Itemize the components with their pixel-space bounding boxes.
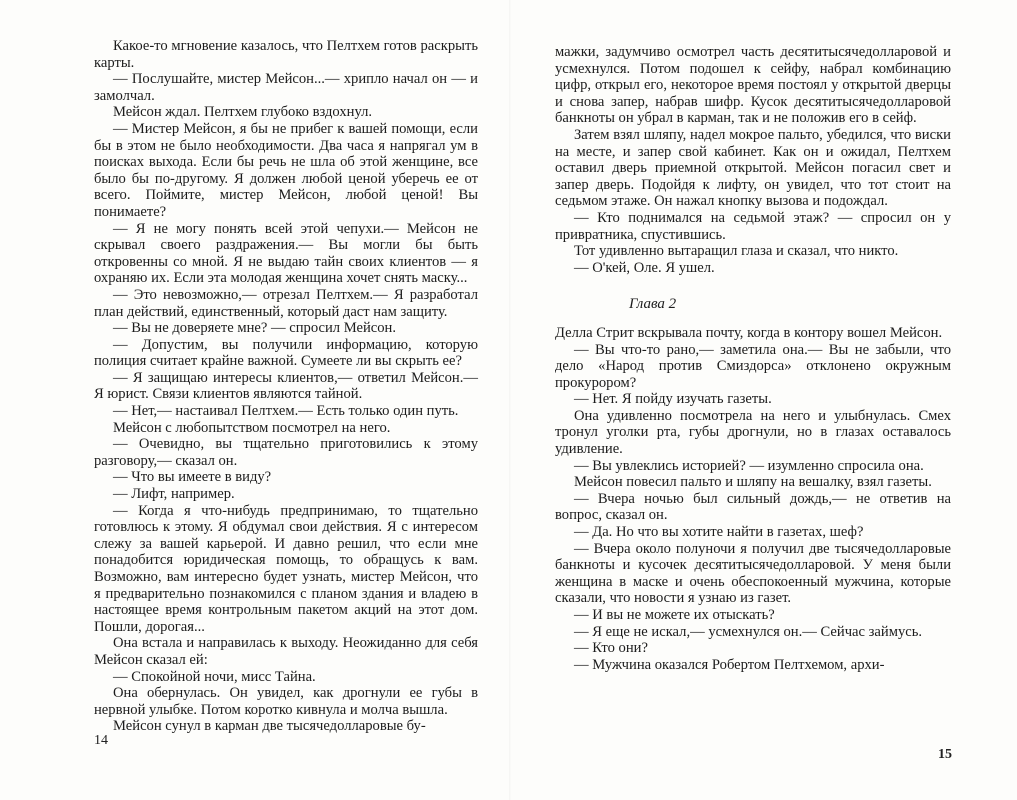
paragraph: — Вы не доверяете мне? — спросил Мейсон.	[113, 320, 397, 337]
paragraph: — Очевидно, вы тщательно приготовились к этому разговору,— сказал он.	[94, 436, 478, 469]
paragraph: — Я защищаю интересы клиентов,— ответил Мейсон.— Я юрист. Связи клиентов являются тайной.	[94, 369, 478, 403]
paragraph: — Вы что-то рано,— заметила она.— Вы не забыли, что дело «Народ против Смиздорса» отклонено окружным прокурором?	[555, 341, 951, 391]
left-page-text	[94, 38, 478, 735]
right-page-text	[555, 44, 951, 673]
paragraph: — Когда я что-нибудь предпринимаю, то тщательно готовлюсь к этому. Я обдумал свои действия. Я с интересом слежу за вашей карьерой. И давно решил, что если мне понадобится юридическая помощь, то обращусь к вам. Возможно, вам интересно будет узнать, мистер Мейсон, что я предварительно познакомился с планом здания и владею в настоящее время контрольным пакетом акций на этот дом. Пошли, дорогая...	[94, 502, 478, 635]
paragraph: — Нет,— настаивал Пелтхем.— Есть только один путь.	[113, 403, 459, 420]
paragraph: Мейсон сунул в карман две тысячедолларовые бу-	[113, 718, 426, 735]
paragraph: Мейсон ждал. Пелтхем глубоко вздохнул.	[113, 104, 373, 121]
paragraph: — Вчера около полуночи я получил две тысячедолларовые банкноты и кусочек десятитысячедолларовой. У меня были женщина в маске и очень обеспокоенный мужчина, которые сказали, что новости я узнаю из газет.	[555, 540, 951, 607]
paragraph: — Я не могу понять всей этой чепухи.— Мейсон не скрывал своего раздражения.— Вы могли бы быть откровенны со мной. Я не выдаю тайн своих клиентов — я охраняю их. Если эта молодая женщина хочет снять маску...	[94, 220, 478, 287]
paragraph: — Это невозможно,— отрезал Пелтхем.— Я разработал план действий, единственный, который даст нам защиту.	[94, 286, 478, 320]
paragraph: — Что вы имеете в виду?	[113, 469, 272, 486]
paragraph: — Я еще не искал,— усмехнулся он.— Сейчас займусь.	[574, 623, 923, 640]
paragraph: — Мистер Мейсон, я бы не прибег к вашей помощи, если бы в этом не было необходимости. Два часа я напрягал ум в поисках выхода. Если бы речь не шла об этой женщине, все было бы по-другому. Я должен любой ценой уберечь ее от всего. Поймите, мистер Мейсон, любой ценой! Вы понимаете?	[94, 120, 478, 220]
paragraph: — Да. Но что вы хотите найти в газетах, шеф?	[574, 524, 864, 541]
chapter-heading: Глава 2	[629, 296, 677, 313]
paragraph: — Вчера ночью был сильный дождь,— не ответив на вопрос, сказал он.	[555, 490, 951, 524]
paragraph: — Мужчина оказался Робертом Пелтхемом, архи-	[574, 656, 885, 673]
paragraph: Она встала и направилась к выходу. Неожиданно для себя Мейсон сказал ей:	[94, 635, 478, 668]
paragraph: Делла Стрит вскрывала почту, когда в контору вошел Мейсон.	[555, 324, 943, 341]
paragraph: Мейсон с любопытством посмотрел на него.	[113, 419, 391, 436]
paragraph: — Нет. Я пойду изучать газеты.	[574, 391, 772, 408]
page-number: 14	[94, 733, 108, 748]
paragraph: Тот удивленно вытаращил глаза и сказал, что никто.	[574, 243, 899, 260]
page-gutter	[509, 0, 511, 800]
page-number: 15	[938, 747, 952, 762]
paragraph: — Вы увлеклись историей? — изумленно спросила она.	[574, 457, 924, 474]
paragraph: — Спокойной ночи, мисс Тайна.	[113, 668, 316, 685]
paragraph: Какое-то мгновение казалось, что Пелтхем готов раскрыть карты.	[94, 38, 478, 71]
paragraph: — Послушайте, мистер Мейсон...— хрипло начал он — и замолчал.	[94, 71, 478, 104]
paragraph: — И вы не можете их отыскать?	[574, 607, 775, 623]
paragraph: Она удивленно посмотрела на него и улыбнулась. Смех тронул уголки рта, губы дрогнули, но в глазах оставалось удивление.	[555, 407, 951, 458]
paragraph: — Лифт, например.	[113, 486, 235, 503]
paragraph: — Допустим, вы получили информацию, которую полиция считает крайне важной. Сумеете ли вы скрыть ее?	[94, 336, 478, 370]
paragraph: Затем взял шляпу, надел мокрое пальто, убедился, что виски на месте, и запер свой кабинет. Как он и ожидал, Пелтхем оставил дверь приемной открытой. Мейсон погасил свет и запер дверь. Подойдя к лифту, он увидел, что тот стоит на седьмом этаже. Он нажал кнопку вызова и подождал.	[555, 126, 951, 210]
paragraph: — О'кей, Оле. Я ушел.	[574, 259, 715, 276]
paragraph: — Кто поднимался на седьмой этаж? — спросил он у привратника, спустившись.	[555, 209, 951, 243]
paragraph: Она обернулась. Он увидел, как дрогнули ее губы в нервной улыбке. Потом коротко кивнула и молча вышла.	[94, 685, 478, 718]
paragraph: — Кто они?	[574, 640, 648, 657]
paragraph: мажки, задумчиво осмотрел часть десятитысячедолларовой и усмехнулся. Потом подошел к сейфу, набрал комбинацию цифр, открыл его, некоторое время постоял у открытой дверцы и снова запер, набрав шифр. Кусок десятитысячедолларовой банкноты он убрал в карман, так и не положив его в сейф.	[555, 44, 951, 127]
paragraph: Мейсон повесил пальто и шляпу на вешалку, взял газеты.	[574, 474, 932, 491]
